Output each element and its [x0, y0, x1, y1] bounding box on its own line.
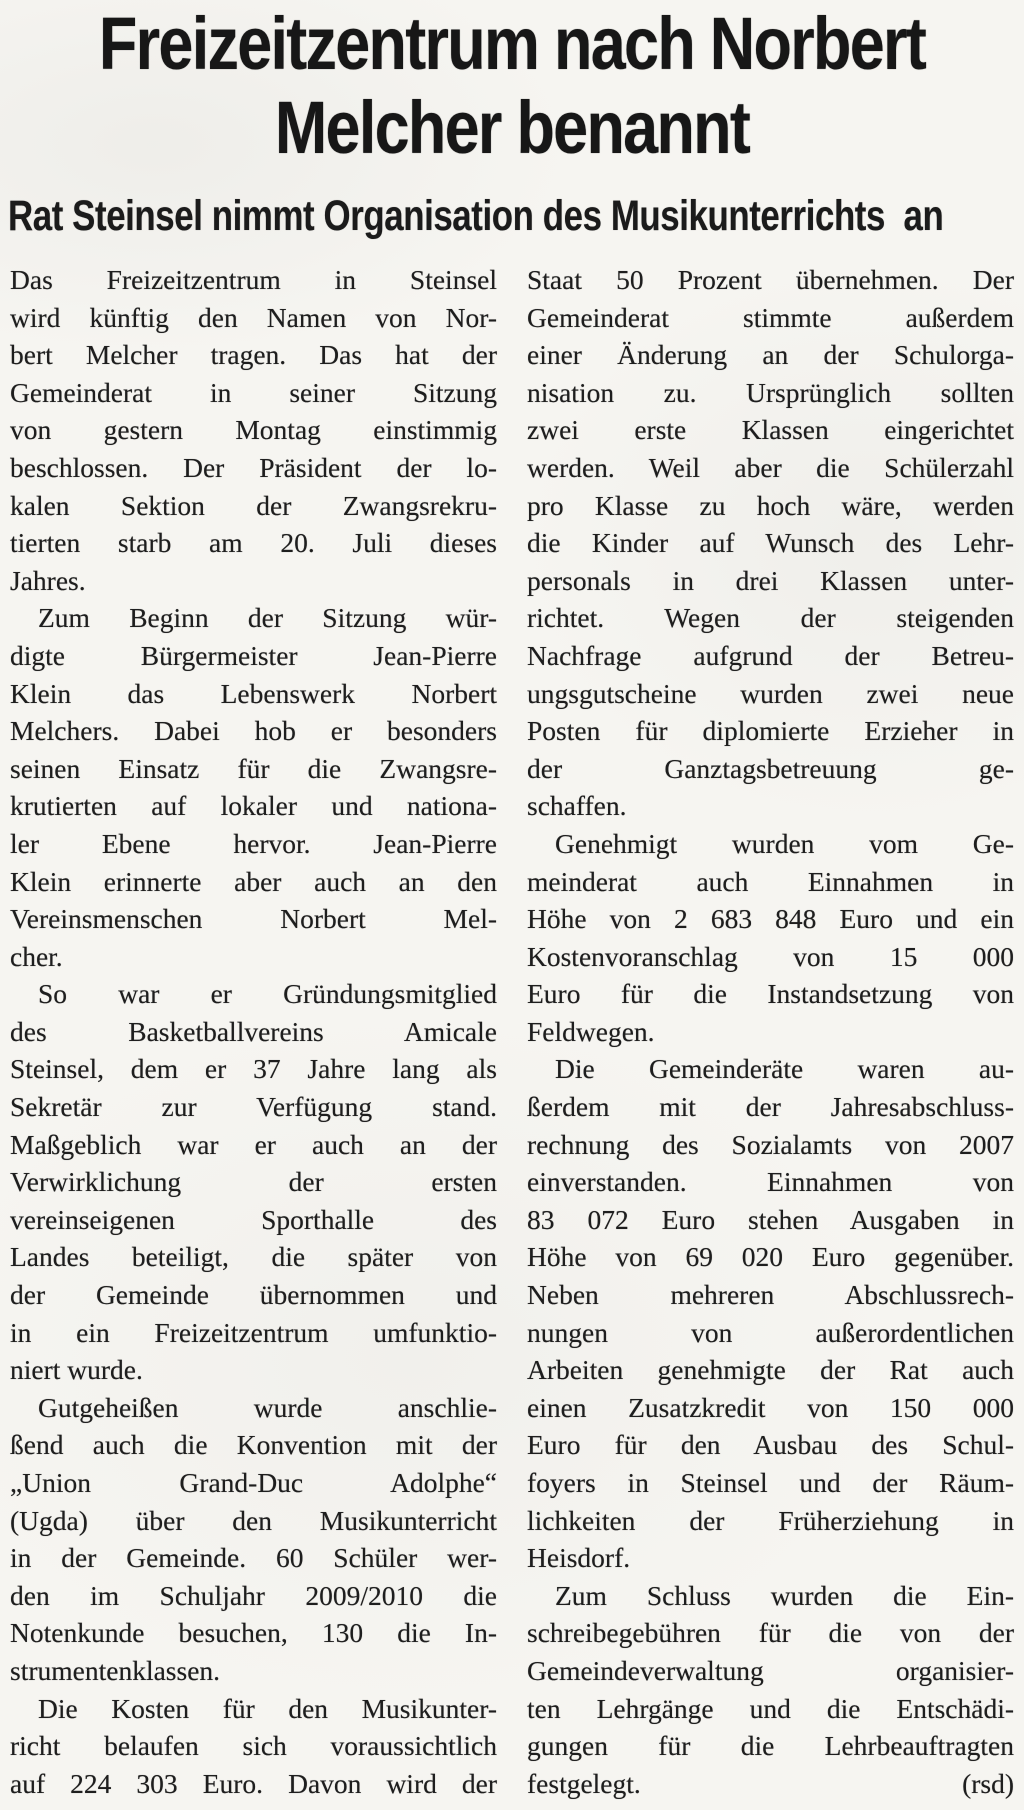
- text-line: beschlossen. Der Präsident der lo-: [10, 451, 497, 483]
- headline-line-2: Melcher benannt: [274, 86, 750, 169]
- text-line: seinen Einsatz für die Zwangsre-: [10, 752, 497, 784]
- text-line: wird künftig den Namen von Nor-: [10, 301, 497, 333]
- text-line: krutierten auf lokaler und nationa-: [10, 790, 497, 822]
- text-line: kalen Sektion der Zwangsrekru-: [10, 489, 497, 521]
- text-line: der Gemeinde übernommen und: [10, 1279, 497, 1311]
- text-line: cher.: [10, 940, 63, 972]
- text-line: Das Freizeitzentrum in Steinsel: [10, 264, 497, 295]
- paragraph: [527, 261, 1014, 825]
- text-line: einen Zusatzkredit von 150 000: [527, 1391, 1014, 1423]
- text-line: in ein Freizeitzentrum umfunktio-: [10, 1316, 497, 1348]
- text-line: Die Gemeinderäte waren au-: [555, 1053, 1014, 1085]
- text-line: nisation zu. Ursprünglich sollten: [527, 376, 1014, 408]
- text-line: des Basketballvereins Amicale: [10, 1015, 497, 1047]
- paragraph: [527, 1577, 1014, 1803]
- text-line: tierten starb am 20. Juli dieses: [10, 527, 497, 559]
- paragraph: [10, 599, 497, 975]
- text-line: nungen von außerordentlichen: [527, 1316, 1014, 1348]
- text-line: Kostenvoranschlag von 15 000: [527, 940, 1014, 972]
- text-line: Neben mehreren Abschlussrech-: [527, 1279, 1014, 1311]
- text-line: Gemeinderat in seiner Sitzung: [10, 376, 497, 408]
- text-line: in der Gemeinde. 60 Schüler wer-: [10, 1542, 497, 1574]
- text-line: foyers in Steinsel und der Räum-: [527, 1467, 1014, 1498]
- text-line: Arbeiten genehmigte der Rat auch: [527, 1354, 1014, 1386]
- text-line: von gestern Montag einstimmig: [10, 414, 497, 446]
- text-line: „Union Grand-Duc Adolphe“: [10, 1467, 497, 1498]
- text-line: lichkeiten der Früherziehung in: [527, 1504, 1014, 1536]
- paragraph: [10, 1389, 497, 1690]
- text-line: Genehmigt wurden vom Ge-: [555, 827, 1014, 859]
- text-line: Euro für die Instandsetzung von: [527, 978, 1014, 1010]
- paragraph: [10, 261, 497, 599]
- text-line: Notenkunde besuchen, 130 die In-: [10, 1617, 497, 1649]
- text-line: (Ugda) über den Musikunterricht: [10, 1504, 497, 1536]
- text-line: Gemeindeverwaltung organisier-: [527, 1654, 1014, 1686]
- text-line: der Ganztagsbetreuung ge-: [527, 752, 1014, 784]
- text-line: richtet. Wegen der steigenden: [527, 602, 1014, 634]
- text-line: Melchers. Dabei hob er besonders: [10, 715, 497, 747]
- text-line: Nachfrage aufgrund der Betreu-: [527, 639, 1014, 671]
- column-right: [527, 261, 1014, 1802]
- text-line: Jahres.: [10, 564, 86, 596]
- text-line: Zum Schluss wurden die Ein-: [555, 1579, 1014, 1611]
- text-line: Posten für diplomierte Erzieher in: [527, 715, 1014, 747]
- author-initials: (rsd): [962, 1767, 1014, 1799]
- text-line: Gemeinderat stimmte außerdem: [527, 301, 1014, 333]
- text-line: Sekretär zur Verfügung stand.: [10, 1091, 497, 1123]
- text-line: schreibegebühren für die von der: [527, 1617, 1014, 1649]
- text-line: Heisdorf.: [527, 1542, 631, 1574]
- text-line: ßerdem mit der Jahresabschluss-: [527, 1091, 1014, 1123]
- text-line: Höhe von 2 683 848 Euro und ein: [527, 903, 1014, 935]
- text-line: digte Bürgermeister Jean-Pierre: [10, 639, 497, 671]
- text-line: meinderat auch Einnahmen in: [527, 865, 1014, 897]
- text-line: werden. Weil aber die Schülerzahl: [527, 451, 1014, 483]
- text-line: personals in drei Klassen unter-: [527, 564, 1014, 596]
- text-line: richt belaufen sich voraussichtlich: [10, 1730, 497, 1762]
- text-line: [527, 1765, 1014, 1803]
- text: festgelegt.: [527, 1767, 641, 1799]
- text-line: Maßgeblich war er auch an der: [10, 1128, 497, 1160]
- text-line: Steinsel, dem er 37 Jahre lang als: [10, 1053, 497, 1085]
- text-line: bert Melcher tragen. Das hat der: [10, 339, 497, 371]
- text-line: einverstanden. Einnahmen von: [527, 1166, 1014, 1198]
- text-line: pro Klasse zu hoch wäre, werden: [527, 489, 1014, 521]
- subheadline: Rat Steinsel nimmt Organisation des Musikunterrichts an: [8, 192, 944, 240]
- text-line: Höhe von 69 020 Euro gegenüber.: [527, 1241, 1014, 1273]
- headline: [0, 0, 1024, 170]
- text-line: Klein das Lebenswerk Norbert: [10, 677, 497, 709]
- text-line: Verwirklichung der ersten: [10, 1166, 497, 1198]
- text-line: rechnung des Sozialamts von 2007: [527, 1128, 1014, 1160]
- text-line: niert wurde.: [10, 1354, 143, 1386]
- headline-line-1: Freizeitzentrum nach Norbert: [98, 2, 926, 85]
- paragraph: [10, 975, 497, 1389]
- text-line: Zum Beginn der Sitzung wür-: [38, 602, 497, 634]
- paragraph: [527, 825, 1014, 1051]
- text-line: gungen für die Lehrbeauftragten: [527, 1730, 1014, 1762]
- text-line: So war er Gründungsmitglied: [38, 978, 497, 1010]
- text-line: den im Schuljahr 2009/2010 die: [10, 1579, 497, 1611]
- text-line: Gutgeheißen wurde anschlie-: [38, 1391, 497, 1423]
- text-line: Staat 50 Prozent übernehmen. Der: [527, 264, 1014, 295]
- text-line: schaffen.: [527, 790, 627, 822]
- text-line: auf 224 303 Euro. Davon wird der: [10, 1767, 497, 1799]
- column-left: [10, 261, 497, 1802]
- text-line: 83 072 Euro stehen Ausgaben in: [527, 1203, 1014, 1235]
- text-line: Landes beteiligt, die später von: [10, 1241, 497, 1273]
- text-line: Klein erinnerte aber auch an den: [10, 865, 497, 897]
- text-line: Die Kosten für den Musikunter-: [38, 1692, 497, 1724]
- text-line: zwei erste Klassen eingerichtet: [527, 414, 1014, 446]
- text-line: vereinseigenen Sporthalle des: [10, 1203, 497, 1235]
- text-line: ßend auch die Konvention mit der: [10, 1429, 497, 1461]
- text-line: die Kinder auf Wunsch des Lehr-: [527, 527, 1014, 559]
- text-line: Feldwegen.: [527, 1015, 655, 1047]
- text-line: ungsgutscheine wurden zwei neue: [527, 677, 1014, 709]
- text-line: Euro für den Ausbau des Schul-: [527, 1429, 1014, 1461]
- text-line: ten Lehrgänge und die Entschädi-: [527, 1692, 1014, 1724]
- text-line: ler Ebene hervor. Jean-Pierre: [10, 827, 497, 859]
- text-line: strumentenklassen.: [10, 1654, 221, 1686]
- paragraph: [10, 1690, 497, 1803]
- text-line: Vereinsmenschen Norbert Mel-: [10, 903, 497, 935]
- article-body: [0, 261, 1024, 1802]
- paragraph: [527, 1050, 1014, 1576]
- text-line: einer Änderung an der Schulorga-: [527, 339, 1014, 371]
